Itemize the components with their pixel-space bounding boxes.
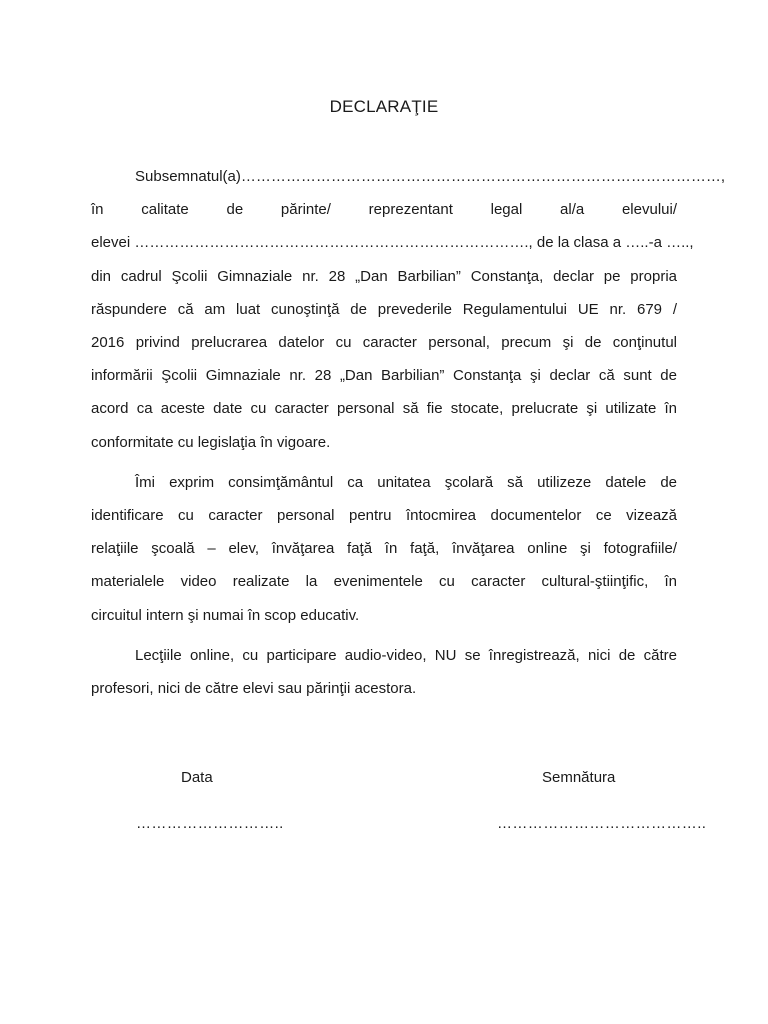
- signature-label: Semnătura: [542, 769, 616, 786]
- text-line: Îmi exprim consimţământul ca unitatea şcolară să utilizeze datele de: [135, 473, 677, 491]
- document-title: DECLARAŢIE: [329, 97, 439, 116]
- text-line: materialele video realizate la evenimentele cu caracter cultural-ştiinţific, în: [91, 573, 677, 591]
- paragraph-online-lessons: [91, 639, 677, 705]
- text-line: informării Şcolii Gimnaziale nr. 28 „Dan Barbilian” Constanţa şi declar că sunt de: [91, 367, 677, 385]
- text-line: identificare cu caracter personal pentru întocmirea documentelor ce vizează: [91, 507, 677, 525]
- text-line: circuitul intern şi numai în scop educativ.: [91, 606, 360, 624]
- text-line: răspundere că am luat cunoştinţă de prevederile Regulamentului UE nr. 679 /: [91, 300, 677, 318]
- document-body: [91, 160, 726, 705]
- text-line: acord ca aceste date cu caracter personal să fie stocate, prelucrate şi utilizate în: [91, 400, 677, 418]
- text-line: din cadrul Şcolii Gimnaziale nr. 28 „Dan Barbilian” Constanţa, declar pe propria: [91, 267, 677, 285]
- text-line: în calitate de părinte/ reprezentant legal al/a elevului/: [91, 201, 677, 219]
- text-line: Lecţiile online, cu participare audio-video, NU se înregistrează, nici de către: [135, 646, 677, 664]
- text-line: relaţiile şcoală – elev, învăţarea faţă în faţă, învăţarea online şi fotografiile/: [91, 540, 677, 558]
- text-line: elevei ……………………………………………………………………., de la clasa a …..-a …..,: [91, 234, 694, 252]
- text-line: Subsemnatul(a)……………………………………………………………………………………,: [135, 168, 726, 185]
- paragraph-consent: [91, 466, 677, 632]
- paragraph-declaration: [91, 160, 726, 459]
- signature-fill-line: …………………………………..: [497, 815, 707, 832]
- text-line: 2016 privind prelucrarea datelor cu caracter personal, precum şi de conţinutul: [91, 334, 677, 352]
- date-label: Data: [181, 769, 213, 786]
- date-fill-line: ………………………..: [136, 815, 284, 832]
- text-line: profesori, nici de către elevi sau părinţii acestora.: [91, 680, 417, 698]
- text-line: conformitate cu legislaţia în vigoare.: [91, 433, 331, 451]
